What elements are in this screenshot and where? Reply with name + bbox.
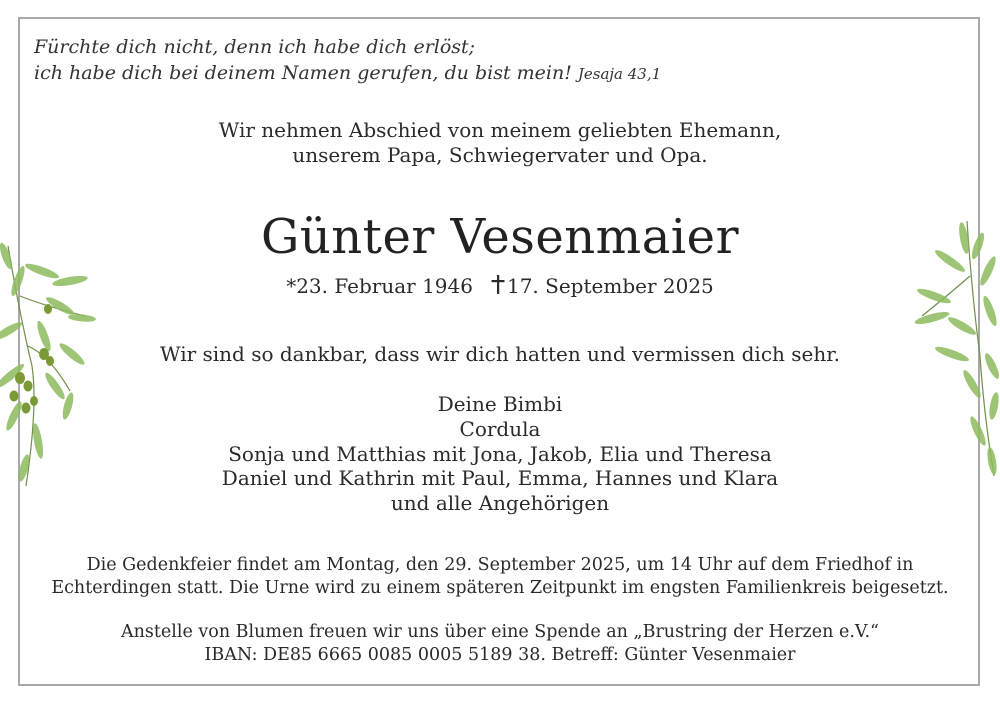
verse-reference: Jesaja 43,1 (577, 65, 662, 83)
deceased-name: Günter Vesenmaier (260, 209, 740, 265)
thanks-line: Wir sind so dankbar, dass wir dich hatten und vermissen dich sehr. (160, 342, 840, 366)
birth-date: *23. Februar 1946 (286, 274, 473, 298)
verse-line-1: Fürchte dich nicht, denn ich habe dich erlöst; (34, 36, 476, 58)
ceremony-line-2: Echterdingen statt. Die Urne wird zu einem späteren Zeitpunkt im engsten Familienkreis beigesetzt. (51, 578, 949, 598)
farewell-intro (0, 118, 1000, 168)
mourner-line: Daniel und Kathrin mit Paul, Emma, Hannes und Klara (221, 466, 779, 491)
ceremony-notice (0, 554, 1000, 600)
ceremony-line-1: Die Gedenkfeier findet am Montag, den 29. September 2025, um 14 Uhr auf dem Friedhof in (86, 555, 914, 575)
donation-notice (0, 621, 1000, 667)
cross-icon (491, 274, 505, 300)
mourner-line: Deine Bimbi (437, 392, 563, 416)
intro-line-2: unserem Papa, Schwiegervater und Opa. (292, 143, 708, 167)
mourner-line: Sonja und Matthias mit Jona, Jakob, Elia und Theresa (228, 441, 772, 466)
verse-line-2 (34, 60, 661, 87)
bible-verse (34, 34, 661, 87)
intro-line-1: Wir nehmen Abschied von meinem geliebten Ehemann, (218, 118, 782, 142)
olive-branch-left-icon (0, 236, 100, 491)
mourner-line: Cordula (459, 416, 541, 441)
donation-line-2: IBAN: DE85 6665 0085 0005 5189 38. Betreff: Günter Vesenmaier (204, 645, 796, 665)
mourner-line: und alle Angehörigen (390, 491, 610, 516)
mourners-list (0, 392, 1000, 516)
life-dates (0, 273, 1000, 300)
verse-line-2-text: ich habe dich bei deinem Namen gerufen, du bist mein! (34, 62, 572, 84)
donation-line-1: Anstelle von Blumen freuen wir uns über eine Spende an „Brustring der Herzen e.V.“ (121, 622, 879, 642)
olive-branch-right-icon (912, 216, 1000, 481)
death-date: 17. September 2025 (506, 274, 714, 298)
